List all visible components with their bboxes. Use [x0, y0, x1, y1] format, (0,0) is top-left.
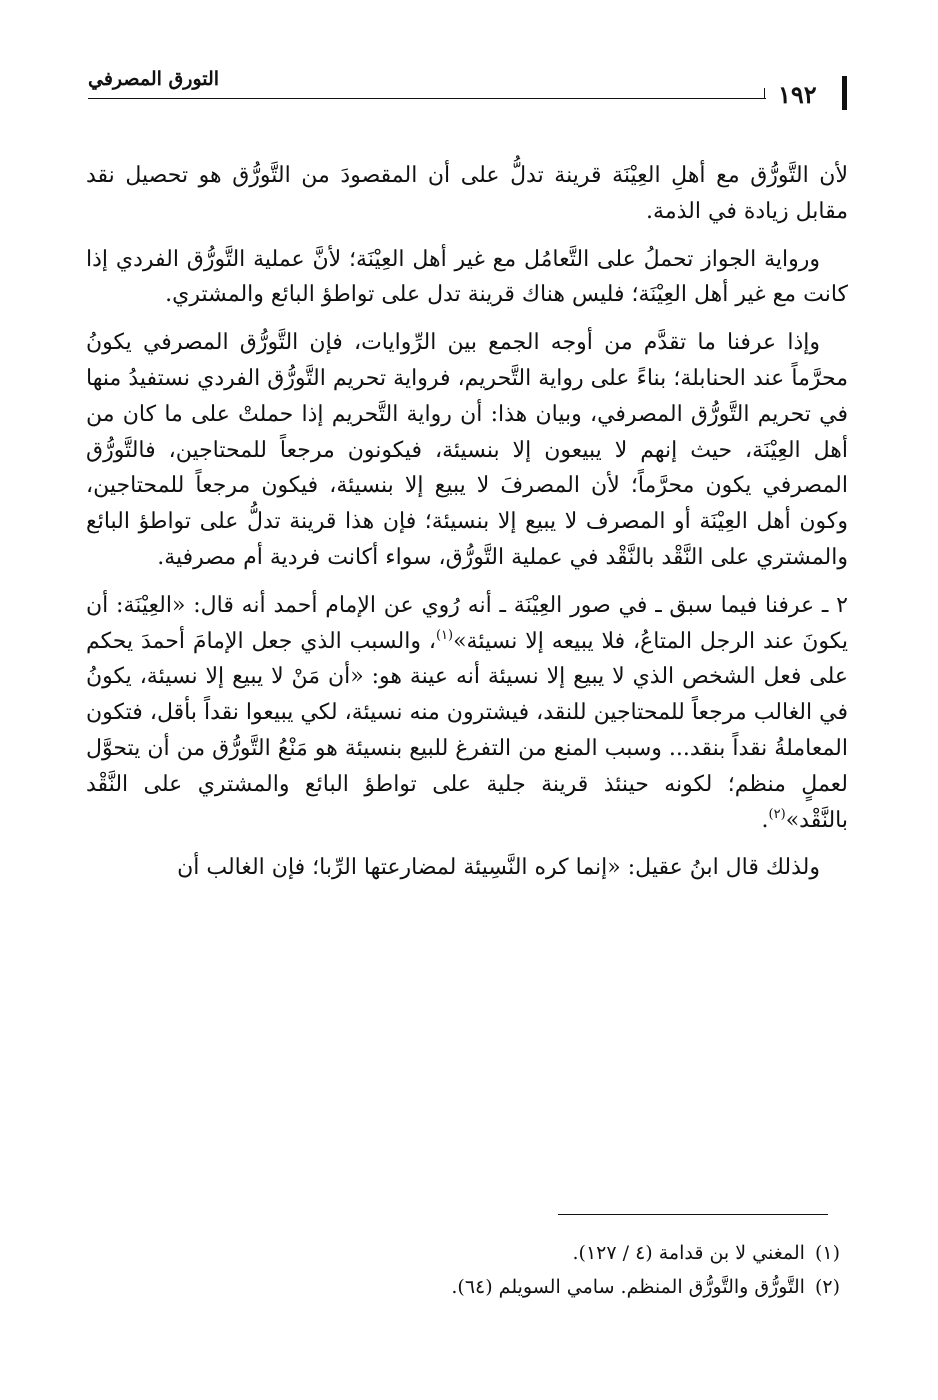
paragraph-5: ولذلك قال ابنُ عقيل: «إنما كره النَّسِيئة لمضارعتها الرِّبا؛ فإن الغالب أن [177, 855, 820, 881]
paragraph-4-part-2: ، والسبب الذي جعل الإمامَ أحمدَ يحكم على فعل الشخص الذي لا يبيع إلا نسيئة أنه عينة هو: «أن مَنْ لا يبيع إلا نسيئة، يكونُ في الغالب مرجعاً للمحتاجين للنقد، فيشترون منه نسيئة، لكي يبيعوا نقداً بأقل، فتكون المعاملةُ نقداً بنقد... وسبب المنع من التفرغ للبيع بنسيئة هو مَنْعُ التَّورُّق من أن يتحوَّل لعملٍ منظم؛ لكونه حينئذ قرينة جلية على تواطؤ البائع والمشتري على النَّقْد بالنَّقْد» [86, 628, 848, 833]
running-title: التورق المصرفي [88, 68, 220, 90]
page-number: ١٩٢ [778, 80, 817, 109]
footnotes [86, 1236, 840, 1304]
footnote-1-marker: (١) [814, 1242, 840, 1264]
footnote-1-text: المغني لا بن قدامة (٤ / ١٢٧). [572, 1242, 805, 1264]
header-rule-tick [764, 88, 765, 99]
page-header [88, 66, 848, 110]
paragraph-2: ورواية الجواز تحملُ على التَّعامُل مع غير أهل العِيْنَة؛ لأنَّ عملية التَّورُّق الفردي إذا كانت مع غير أهل العِيْنَة؛ فليس هناك قرينة تدل على تواطؤ البائع والمشتري. [86, 246, 848, 308]
footnote-2-marker: (٢) [814, 1276, 840, 1298]
footnote-2 [86, 1270, 840, 1304]
page-number-bar [842, 76, 847, 110]
footnote-ref-1[interactable]: (١) [435, 627, 454, 643]
header-rule [88, 98, 766, 99]
paragraph-4-part-3: . [761, 807, 769, 833]
paragraph-1: لأن التَّورُّق مع أهلِ العِيْنَة قرينة تدلُّ على أن المقصودَ من التَّورُّق هو تحصيل نقد مقابل زيادة في الذمة. [86, 163, 848, 224]
footnote-separator [558, 1214, 828, 1215]
footnote-ref-2[interactable]: (٢) [768, 806, 786, 822]
footnote-2-text: التَّورُّق والتَّورُّق المنظم. سامي السويلم (٦٤). [451, 1276, 805, 1298]
main-text [86, 158, 848, 886]
paragraph-3: وإذا عرفنا ما تقدَّم من أوجه الجمع بين الرِّوايات، فإن التَّورُّق المصرفي يكونُ محرَّماً عند الحنابلة؛ بناءً على رواية التَّحريم، فرواية تحريم التَّورُّق الفردي نستفيدُ منها في تحريم التَّورُّق المصرفي، وبيان هذا: أن رواية التَّحريم إذا حملتْ على ما كان من أهل العِيْنَة، حيث إنهم لا يبيعون إلا بنسيئة، فيكونون مرجعاً للمحتاجين، فالتَّورُّق المصرفي يكون محرَّماً؛ لأن المصرفَ لا يبيع إلا بنسيئة، فيكون مرجعاً للمحتاجين، وكون أهل العِيْنَة أو المصرف لا يبيع إلا بنسيئة؛ فإن هذا قرينة تدلُّ على تواطؤ البائع والمشتري على النَّقْد بالنَّقْد في عملية التَّورُّق، سواء أكانت فردية أم مصرفية. [86, 330, 848, 570]
paragraph-4 [86, 588, 848, 839]
footnote-1 [86, 1236, 840, 1270]
paragraph-4-part-1: ٢ ـ عرفنا فيما سبق ـ في صور العِيْنَة ـ أنه رُوي عن الإمام أحمد أنه قال: «العِيْنَة: أن يكونَ عند الرجل المتاعُ، فلا يبيعه إلا نسيئة» [86, 592, 848, 654]
